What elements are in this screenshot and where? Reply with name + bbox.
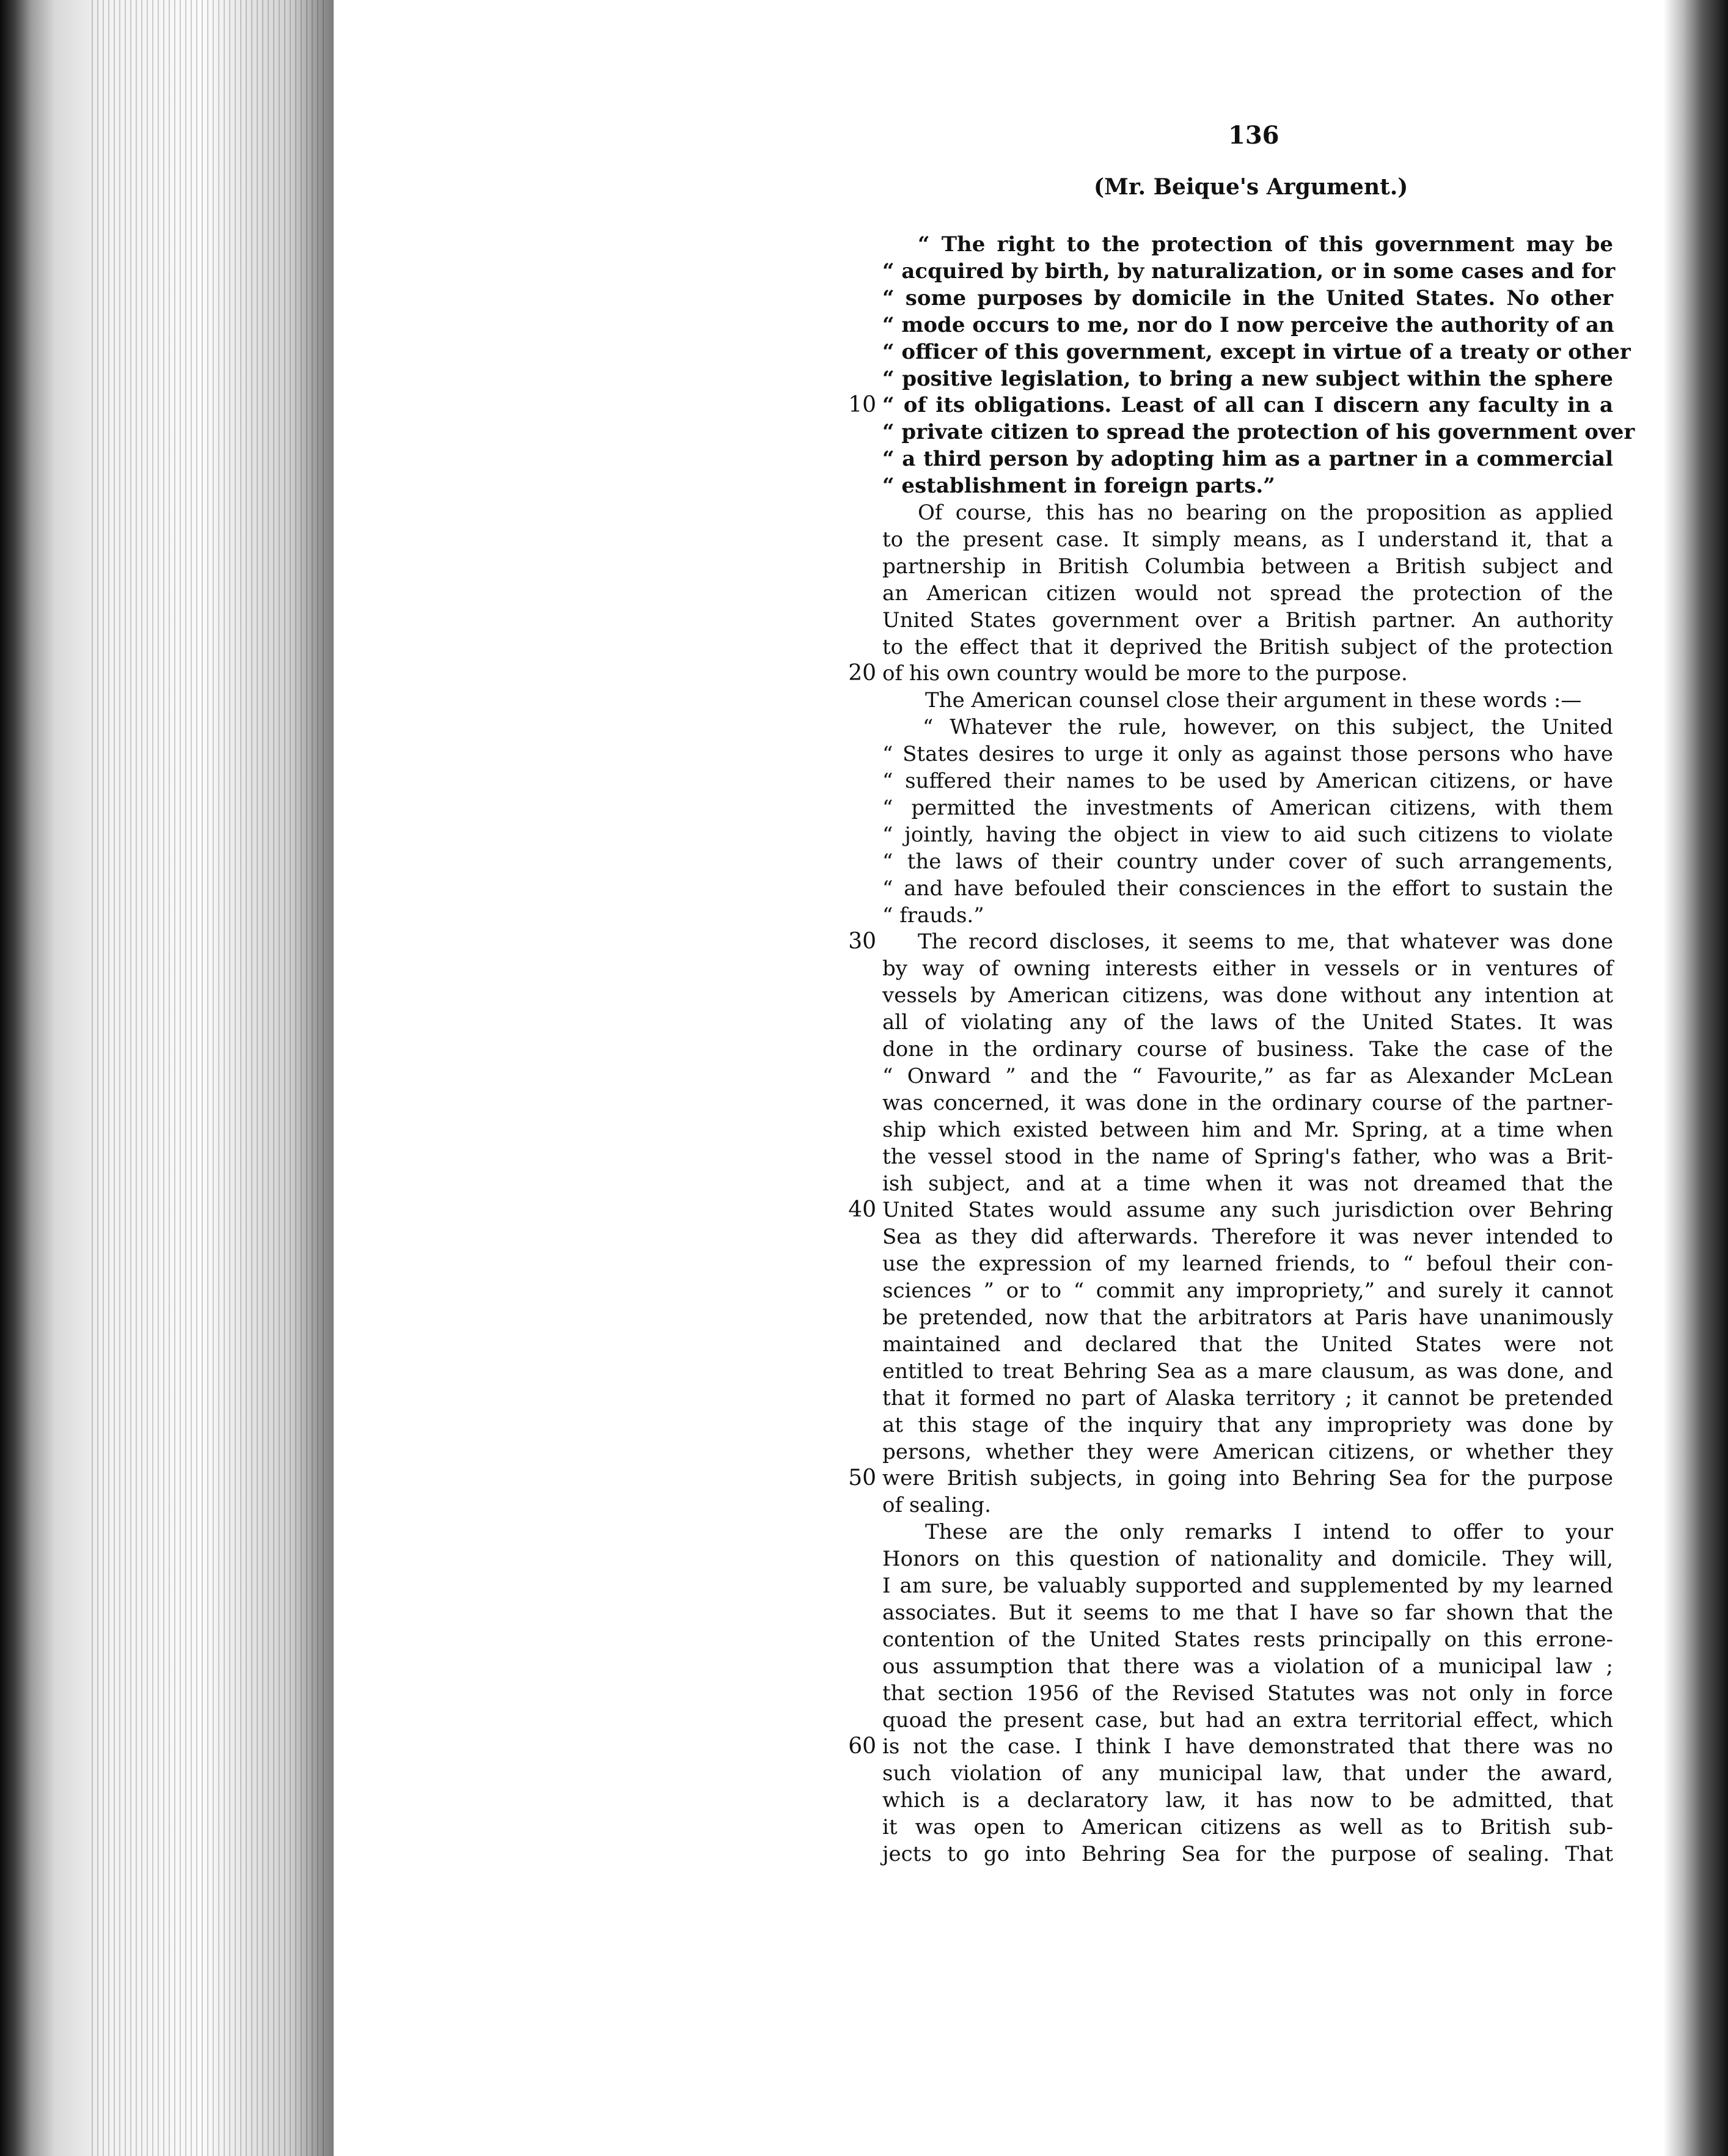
text-line: to the present case. It simply means, as I understand it, that a — [882, 527, 1613, 552]
text-line: is not the case. I think I have demonstrated that there was no — [882, 1734, 1613, 1759]
text-line: were British subjects, in going into Behring Sea for the purpose — [882, 1466, 1613, 1491]
text-line: be pretended, now that the arbitrators at Paris have unanimously — [882, 1305, 1613, 1330]
running-head: (Mr. Beique's Argument.) — [1094, 174, 1408, 200]
text-line: The American counsel close their argument in these words :— — [925, 688, 1582, 713]
text-line: use the expression of my learned friends, to “ befoul their con- — [882, 1252, 1613, 1277]
text-line: such violation of any municipal law, that under the award, — [882, 1761, 1613, 1786]
text-line: to the effect that it deprived the British subject of the protection — [882, 634, 1613, 659]
margin-line-number: 30 — [848, 929, 876, 955]
text-line: was concerned, it was done in the ordinary course of the partner- — [882, 1090, 1613, 1115]
text-line: Honors on this question of nationality and domicile. They will, — [882, 1547, 1613, 1572]
text-line: United States government over a British partner. An authority — [882, 607, 1613, 632]
text-line: Of course, this has no bearing on the proposition as applied — [918, 501, 1613, 525]
margin-line-number: 50 — [848, 1465, 876, 1491]
text-line: the vessel stood in the name of Spring's father, who was a Brit- — [882, 1144, 1613, 1169]
text-line: ish subject, and at a time when it was not dreamed that the — [882, 1171, 1613, 1196]
text-line: “ Whatever the rule, however, on this subject, the United — [923, 715, 1613, 740]
text-line: “ The right to the protection of this government may be — [918, 232, 1613, 257]
text-line: persons, whether they were American citizens, or whether they — [882, 1439, 1613, 1464]
text-line: “ of its obligations. Least of all can I discern any faculty in a — [882, 393, 1613, 418]
text-line: associates. But it seems to me that I have so far shown that the — [882, 1600, 1613, 1625]
text-line: “ States desires to urge it only as against those persons who have — [882, 742, 1613, 767]
text-line: entitled to treat Behring Sea as a mare clausum, as was done, and — [882, 1358, 1613, 1384]
text-line: vessels by American citizens, was done without any intention at — [882, 983, 1613, 1008]
text-line: “ private citizen to spread the protection of his government over — [882, 420, 1635, 445]
text-line: sciences ” or to “ commit any impropriety,” and surely it cannot — [882, 1278, 1613, 1304]
text-line: Sea as they did afterwards. Therefore it was never intended to — [882, 1225, 1613, 1250]
text-line: an American citizen would not spread the protection of the — [882, 581, 1613, 606]
text-line: “ positive legislation, to bring a new subject within the sphere — [882, 366, 1613, 391]
text-line: “ acquired by birth, by naturalization, or in some cases and for — [882, 258, 1616, 284]
text-line: quoad the present case, but had an extra territorial effect, which — [882, 1707, 1613, 1733]
text-line: I am sure, be valuably supported and supplemented by my learned — [882, 1574, 1613, 1598]
text-line: “ mode occurs to me, nor do I now perceive the authority of an — [882, 312, 1614, 337]
text-line: “ permitted the investments of American citizens, with them — [882, 795, 1613, 820]
text-line: maintained and declared that the United States were not — [882, 1332, 1613, 1357]
text-line: “ the laws of their country under cover of such arrangements, — [882, 849, 1613, 874]
text-line: “ a third person by adopting him as a partner in a commercial — [882, 447, 1613, 472]
text-line: “ establishment in foreign parts.” — [882, 474, 1275, 499]
text-line: which is a declaratory law, it has now to be admitted, that — [882, 1788, 1613, 1813]
text-line: done in the ordinary course of business. Take the case of the — [882, 1037, 1613, 1062]
margin-line-number: 10 — [848, 392, 876, 418]
text-line: by way of owning interests either in vessels or in ventures of — [882, 956, 1613, 981]
text-line: “ and have befouled their consciences in the effort to sustain the — [882, 876, 1613, 901]
text-line: “ officer of this government, except in virtue of a treaty or other — [882, 339, 1631, 364]
text-line: partnership in British Columbia between a British subject and — [882, 554, 1613, 579]
text-line: “ Onward ” and the “ Favourite,” as far as Alexander McLean — [882, 1063, 1613, 1088]
text-line: “ suffered their names to be used by American citizens, or have — [882, 769, 1613, 793]
text-line: These are the only remarks I intend to offer to your — [925, 1520, 1613, 1545]
text-line: all of violating any of the laws of the United States. It was — [882, 1010, 1613, 1035]
text-line: it was open to American citizens as well as to British sub- — [882, 1815, 1613, 1840]
text-line: “ jointly, having the object in view to aid such citizens to violate — [882, 822, 1613, 847]
page-number: 136 — [1228, 121, 1280, 150]
text-line: jects to go into Behring Sea for the purpose of sealing. That — [882, 1842, 1613, 1866]
text-line: ship which existed between him and Mr. Spring, at a time when — [882, 1117, 1613, 1142]
margin-line-number: 40 — [848, 1197, 876, 1223]
margin-line-number: 20 — [848, 661, 876, 686]
text-line: “ frauds.” — [882, 903, 984, 928]
text-line: at this stage of the inquiry that any impropriety was done by — [882, 1412, 1613, 1437]
text-line: that section 1956 of the Revised Statutes was not only in force — [882, 1681, 1613, 1706]
margin-line-number: 60 — [848, 1734, 876, 1759]
text-line: contention of the United States rests principally on this errone- — [882, 1627, 1613, 1652]
text-line: that it formed no part of Alaska territory ; it cannot be pretended — [882, 1385, 1613, 1410]
text-line: ous assumption that there was a violation of a municipal law ; — [882, 1654, 1613, 1679]
text-line: United States would assume any such jurisdiction over Behring — [882, 1198, 1613, 1223]
text-line: “ some purposes by domicile in the United States. No other — [882, 285, 1613, 310]
text-line: The record discloses, it seems to me, that whatever was done — [918, 930, 1613, 955]
text-line: of his own country would be more to the purpose. — [882, 661, 1408, 686]
text-line: of sealing. — [882, 1493, 991, 1518]
